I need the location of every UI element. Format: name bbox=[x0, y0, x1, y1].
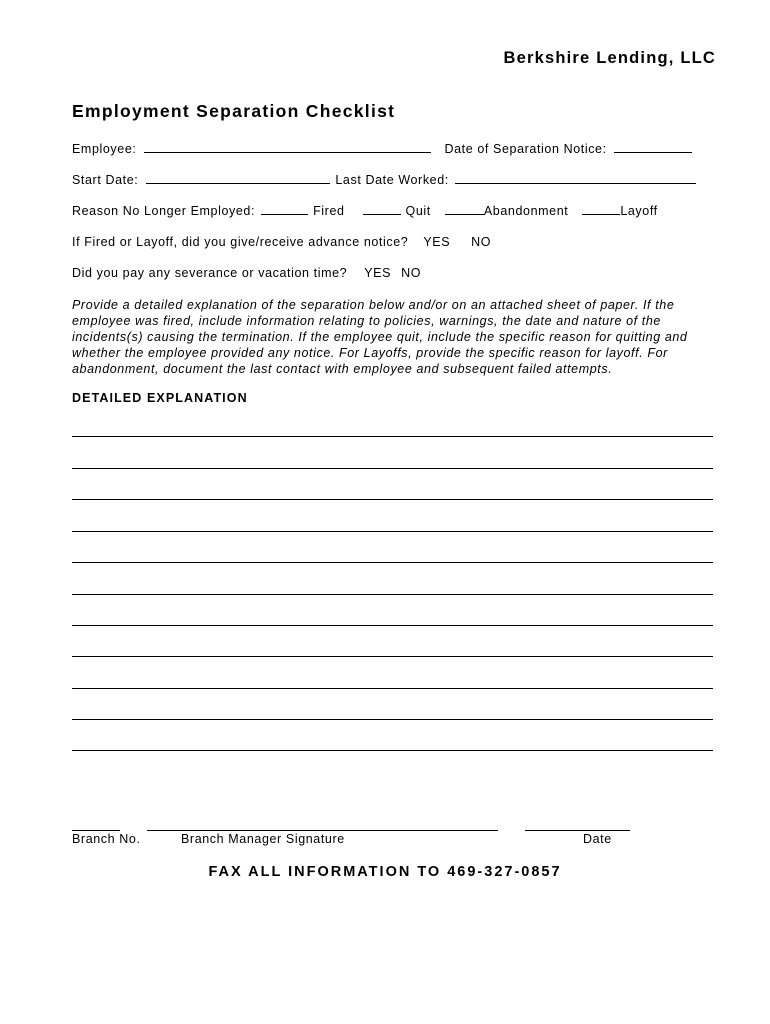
fax-instruction: FAX ALL INFORMATION TO 469-327-0857 bbox=[208, 864, 562, 880]
explanation-line[interactable] bbox=[72, 656, 713, 657]
employee-row bbox=[72, 141, 692, 156]
employee-label: Employee: bbox=[72, 142, 137, 156]
explanation-line[interactable] bbox=[72, 750, 713, 751]
reason-label: Reason No Longer Employed: bbox=[72, 204, 256, 218]
notice-yes-option[interactable]: YES bbox=[423, 235, 451, 249]
notice-no-option[interactable]: NO bbox=[471, 235, 492, 249]
explanation-line[interactable] bbox=[72, 436, 713, 437]
date-notice-label: Date of Separation Notice: bbox=[444, 142, 607, 156]
explanation-line[interactable] bbox=[72, 562, 713, 563]
severance-question: Did you pay any severance or vacation time? bbox=[72, 266, 348, 280]
explanation-line[interactable] bbox=[72, 594, 713, 595]
notice-question: If Fired or Layoff, did you give/receive advance notice? bbox=[72, 235, 409, 249]
manager-signature-line[interactable] bbox=[147, 830, 498, 831]
layoff-blank[interactable] bbox=[582, 203, 620, 215]
explanation-line[interactable] bbox=[72, 719, 713, 720]
notice-row bbox=[72, 235, 491, 249]
explanation-line[interactable] bbox=[72, 499, 713, 500]
manager-signature-label: Branch Manager Signature bbox=[181, 832, 345, 846]
quit-option: Quit bbox=[405, 204, 431, 218]
company-name: Berkshire Lending, LLC bbox=[503, 49, 716, 67]
instructions-paragraph: Provide a detailed explanation of the separation below and/or on an attached sheet of paper. If the employee was fired, include information relating to policies, warnings, the date and nature of the incidents(s) causing the termination. If the employee quit, include the specific reason for quitting and whether the employee provided any notice. For Layoffs, provide the specific reason for layoff. For abandonment, document the last contact with employee and subsequent failed attempts. bbox=[72, 298, 688, 376]
document-title: Employment Separation Checklist bbox=[72, 101, 396, 121]
layoff-option: Layoff bbox=[620, 204, 658, 218]
explanation-line[interactable] bbox=[72, 688, 713, 689]
last-worked-field[interactable] bbox=[455, 172, 696, 184]
abandonment-blank[interactable] bbox=[445, 203, 484, 215]
reason-row bbox=[72, 203, 658, 218]
branch-number-label: Branch No. bbox=[72, 832, 141, 846]
fired-option: Fired bbox=[313, 204, 345, 218]
explanation-line[interactable] bbox=[72, 625, 713, 626]
explanation-line[interactable] bbox=[72, 531, 713, 532]
date-notice-field[interactable] bbox=[614, 141, 692, 153]
last-worked-label: Last Date Worked: bbox=[335, 173, 449, 187]
explanation-line[interactable] bbox=[72, 468, 713, 469]
severance-yes-option[interactable]: YES bbox=[364, 266, 392, 280]
explanation-heading: DETAILED EXPLANATION bbox=[72, 391, 248, 405]
start-date-label: Start Date: bbox=[72, 173, 139, 187]
severance-row bbox=[72, 266, 421, 280]
abandonment-option: Abandonment bbox=[483, 204, 569, 218]
quit-blank[interactable] bbox=[363, 203, 401, 215]
dates-row bbox=[72, 172, 696, 187]
signature-date-line[interactable] bbox=[525, 830, 630, 831]
start-date-field[interactable] bbox=[146, 172, 330, 184]
signature-date-label: Date bbox=[583, 832, 612, 846]
branch-number-line[interactable] bbox=[72, 830, 120, 831]
severance-no-option[interactable]: NO bbox=[401, 266, 422, 280]
employee-field[interactable] bbox=[144, 141, 431, 153]
fired-blank[interactable] bbox=[261, 203, 308, 215]
